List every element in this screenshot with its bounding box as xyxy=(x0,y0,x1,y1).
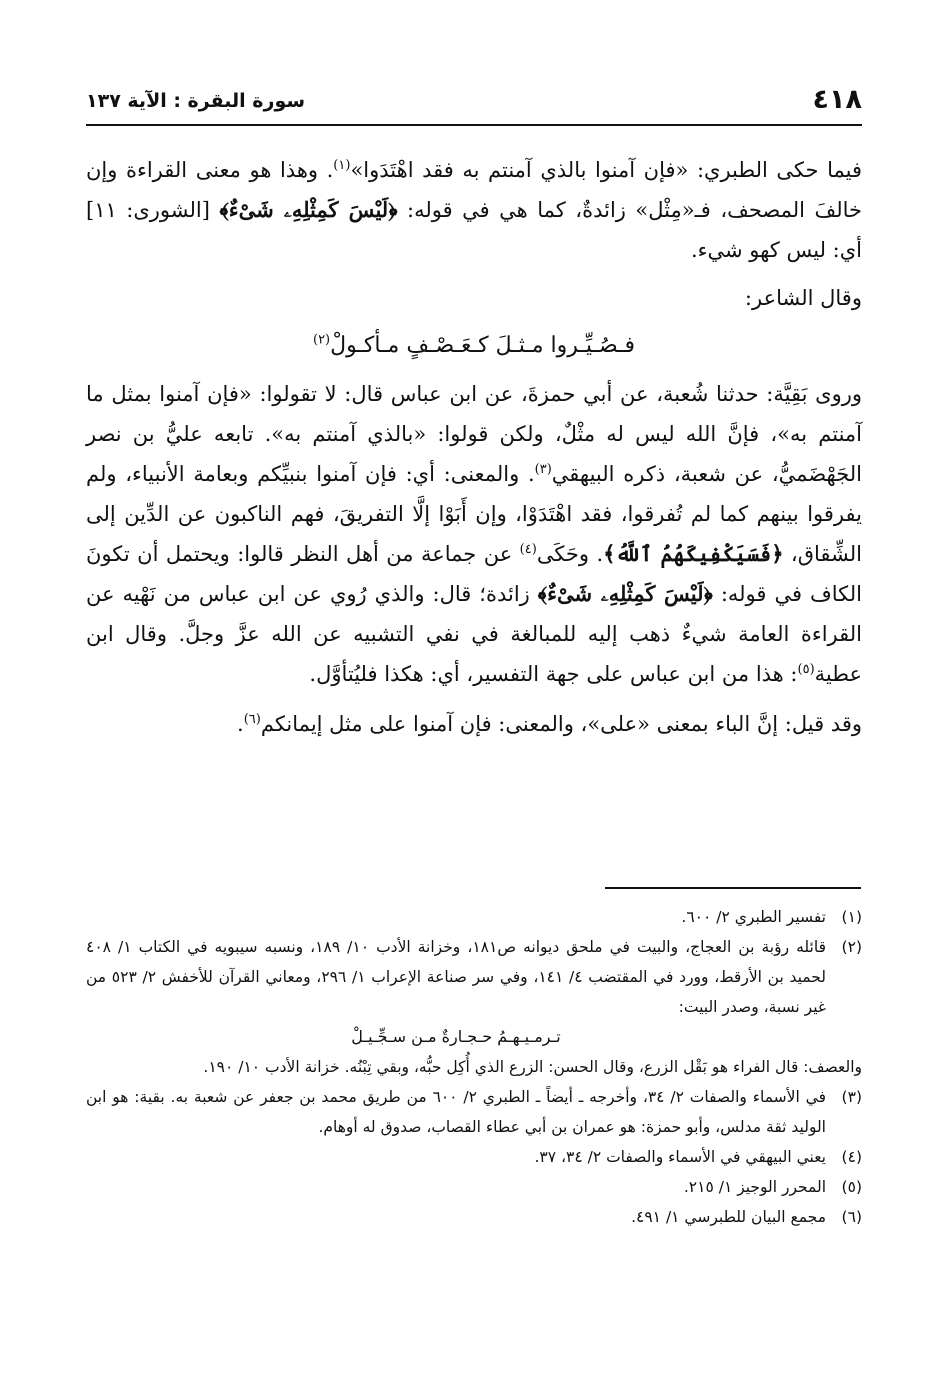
p2-text: وقال الشاعر: xyxy=(744,286,862,310)
footnote-ref-4: (٤) xyxy=(519,542,537,557)
footnotes xyxy=(86,902,862,1232)
footnote-text: المحرر الوجيز ١/ ٢١٥. xyxy=(683,1178,826,1196)
footnote-ref-3: (٣) xyxy=(534,462,552,477)
footnote-text: في الأسماء والصفات ٢/ ٣٤، وأخرجه ـ أيضاً ـ الطبري ٢/ ٦٠٠ من طريق محمد بن جعفر عن شعبة به. بقية: هو ابن الوليد ثقة مدلس، وأبو حمزة: هو عمران بن أبي عطاء القصاب، صدوق له أوهام. xyxy=(86,1088,826,1136)
footnote-number: (١) xyxy=(841,908,862,926)
p3-c: . وحَكَى xyxy=(536,542,604,566)
footnote-text: تفسير الطبري ٢/ ٦٠٠. xyxy=(681,908,826,926)
footnote xyxy=(86,1082,862,1142)
p4-text: وقد قيل: إنَّ الباء بمعنى «على»، والمعنى: فإن آمنوا على مثل إيمانكم xyxy=(260,712,862,736)
footnote-ref-5: (٥) xyxy=(797,662,815,677)
poetry-verse xyxy=(86,326,862,366)
verse-text: فـصُـيِّـروا مـثـلَ كـعَـصْـفٍ مـأكـولْ xyxy=(330,333,635,358)
footnote-divider xyxy=(605,887,861,889)
footnote-verse: تـرمـيـهـمُ حـجـارةٌ مـن سـجِّـيـلْ xyxy=(351,1027,561,1046)
footnote-number: (٢) xyxy=(841,938,862,956)
footnote xyxy=(86,932,862,1022)
footnote xyxy=(86,902,862,932)
paragraph-3 xyxy=(86,374,862,694)
footnote-continuation: والعصف: قال الفراء هو بَقْل الزرع، وقال الحسن: الزرع الذي أُكِل حبُّه، وبقي تِبْنُه. خزانة الأدب ١٠/ ١٩٠. xyxy=(203,1058,862,1076)
footnote-ref-2: (٢) xyxy=(312,332,331,348)
p3-b: . والمعنى: أي: فإن آمنوا بنبيِّكم وبعامة الأنبياء، ولم يفرقوا بينهم كما لم تُفرقوا، فقد اهْتَدَوْا، وإن أَبَوْا إلَّا التفريقَ، فهم الناكبون عن الدِّين إلى الشِّقاق، xyxy=(86,462,862,566)
quran-quote: ﴿لَيْسَ كَمِثْلِهِۦ شَىْءٌ﴾ xyxy=(219,197,398,222)
footnote-text: مجمع البيان للطبرسي ١/ ٤٩١. xyxy=(631,1208,826,1226)
footnote-text: يعني البيهقي في الأسماء والصفات ٢/ ٣٤، ٣٧. xyxy=(534,1148,826,1166)
page-number: ٤١٨ xyxy=(812,84,862,115)
footnote-text: قائله رؤبة بن العجاج، والبيت في ملحق ديوانه ص١٨١، وخزانة الأدب ١٠/ ١٨٩، ونسبه سيبويه في الكتاب ١/ ٤٠٨ لحميد بن الأرقط، وورد في المقتضب ٤/ ١٤١، وفي سر صناعة الإعراب ١/ ٢٩٦، ومعاني القرآن للأخفش ٢/ ٥٢٣ من غير نسبة، وصدر البيت: xyxy=(86,938,826,1016)
p3-a: وروى بَقِيَّة: حدثنا شُعبة، عن أبي حمزةَ، عن ابن عباس قال: لا تقولوا: «فإن آمنوا بمثل ما آمنتم به»، فإنَّ الله ليس له مثْلٌ، ولكن قولوا: «بالذي آمنتم به». تابعه عليُّ بن نصر الجَهْضَميُّ، عن شعبة، ذكره البيهقي xyxy=(86,382,862,486)
running-head: سورة البقرة : الآية ١٣٧ xyxy=(86,90,306,112)
paragraph-4 xyxy=(86,704,862,744)
p3-e: زائدة؛ قال: والذي رُوي عن ابن عباس من نَهْيه عن القراءة العامة شيءٌ ذهب إليه للمبالغة في نفي التشبيه عن الله عزَّ وجلَّ. وقال ابن عطية xyxy=(86,582,862,686)
footnote-number: (٥) xyxy=(841,1178,862,1196)
paragraph-1 xyxy=(86,150,862,270)
quran-quote: ﴿لَيْسَ كَمِثْلِهِۦ شَىْءٌ﴾ xyxy=(537,581,713,606)
footnote xyxy=(86,1202,862,1232)
footnote-number: (٣) xyxy=(841,1088,862,1106)
footnote xyxy=(86,1142,862,1172)
footnote xyxy=(86,1172,862,1202)
quran-quote: ﴿فَسَيَكْفِيكَهُمُ ٱللَّهُ﴾ xyxy=(603,541,784,566)
p1-text: فيما حكى الطبري: «فإن آمنوا بالذي آمنتم به فقد اهْتَدَوا» xyxy=(350,158,862,182)
footnote-ref-1: (١) xyxy=(333,158,351,173)
footnote-number: (٤) xyxy=(841,1148,862,1166)
p1-text-2: . وهذا هو معنى القراءة وإن خالفَ المصحف، فـ«مِثْل» زائدةٌ، كما هي في قوله: xyxy=(86,158,862,222)
footnote-ref-6: (٦) xyxy=(243,712,261,727)
page-header xyxy=(86,84,862,126)
p3-f: : هذا من ابن عباس على جهة التفسير، أي: هكذا فليُتأوَّل. xyxy=(309,662,798,686)
p1-text-3: [الشورى: ١١] أي: ليس كهو شيء. xyxy=(86,198,862,262)
paragraph-2 xyxy=(86,278,862,318)
footnote-number: (٦) xyxy=(841,1208,862,1226)
p4-end: . xyxy=(237,712,244,736)
main-text xyxy=(86,150,862,744)
p3-d: عن جماعة من أهل النظر قالوا: ويحتمل أن تكونَ الكاف في قوله: xyxy=(86,542,862,606)
